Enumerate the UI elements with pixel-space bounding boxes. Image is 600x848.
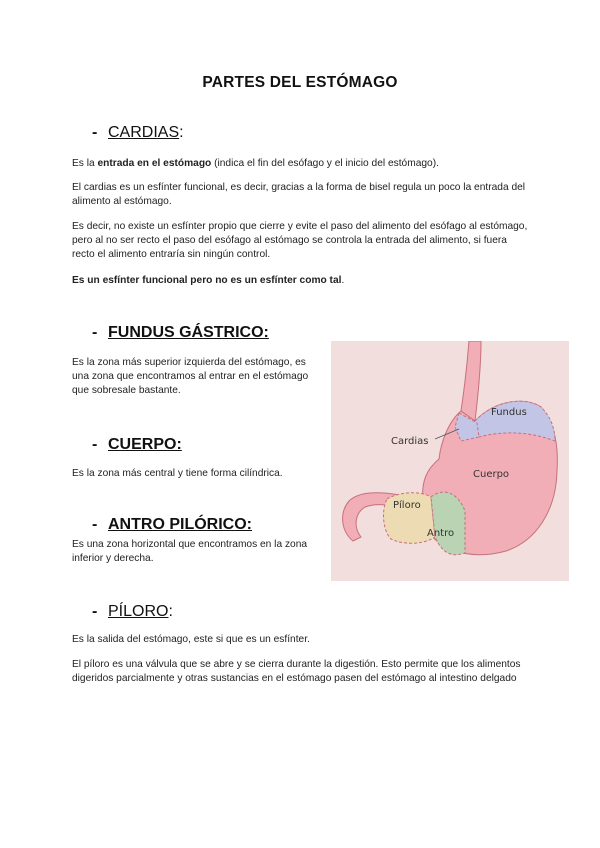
antro-paragraph-1: Es una zona horizontal que encontramos en la zona inferior y derecha. <box>72 539 308 564</box>
stomach-diagram <box>331 341 569 581</box>
bullet-dash: - <box>92 436 98 453</box>
piloro-paragraph-2: El píloro es una válvula que se abre y se cierra durante la digestión. Esto permite que los alimentos digeridos parcialmente y otras sustancias en el estómago pasen del estómago al intestino delgado <box>72 659 521 684</box>
stomach-illustration <box>331 341 569 581</box>
esophagus <box>461 341 481 421</box>
heading-piloro-label: PÍLORO <box>108 603 169 620</box>
cardias-paragraph-3: Es decir, no existe un esfínter propio que cierre y evite el paso del alimento del esófago al estómago, pero al no ser recto el paso del esófago al estómago se controla la entrada del alimento, si fuera recto el alimento entraría sin ningún control. <box>72 221 528 260</box>
label-antro: Antro <box>427 528 455 539</box>
bullet-dash: - <box>92 324 98 341</box>
cardias-p1-text: Es la <box>72 158 98 169</box>
bullet-dash: - <box>92 124 98 141</box>
page-title: PARTES DEL ESTÓMAGO <box>202 74 398 91</box>
bullet-dash: - <box>92 516 98 533</box>
cardias-paragraph-4 <box>72 274 532 288</box>
heading-antro <box>92 516 252 534</box>
heading-fundus-label: FUNDUS GÁSTRICO: <box>108 324 269 341</box>
heading-piloro-colon: : <box>168 603 173 620</box>
cardias-p4-text-end: . <box>341 275 345 286</box>
heading-cuerpo <box>92 436 182 454</box>
fundus-paragraph-1: Es la zona más superior izquierda del estómago, es una zona que encontramos al entrar en el estómago que sobresale bastante. <box>72 357 309 396</box>
heading-antro-label: ANTRO PILÓRICO: <box>108 516 252 533</box>
label-cuerpo: Cuerpo <box>473 469 510 480</box>
cardias-p1-text-end: (indica el fin del esófago y el inicio del estómago). <box>211 158 439 169</box>
cardias-p1-bold: entrada en el estómago <box>97 158 212 169</box>
piloro-paragraph-1: Es la salida del estómago, este si que es un esfínter. <box>72 634 310 645</box>
cardias-p4-bold: Es un esfínter funcional pero no es un esfínter como tal <box>72 275 342 286</box>
heading-fundus <box>92 324 269 342</box>
label-cardias: Cardias <box>391 436 429 447</box>
bullet-dash: - <box>92 603 98 620</box>
cardias-paragraph-1 <box>72 157 532 171</box>
heading-cardias-label: CARDIAS <box>108 124 180 141</box>
heading-cuerpo-label: CUERPO: <box>108 436 182 453</box>
heading-piloro <box>92 603 173 621</box>
label-fundus: Fundus <box>491 407 527 418</box>
heading-cardias-colon: : <box>179 124 184 141</box>
cuerpo-paragraph-1: Es la zona más central y tiene forma cilíndrica. <box>72 468 283 479</box>
label-piloro: Píloro <box>393 500 421 511</box>
cardias-paragraph-2: El cardias es un esfínter funcional, es decir, gracias a la forma de bisel regula un poco la entrada del alimento al estómago. <box>72 182 526 207</box>
heading-cardias <box>92 124 184 142</box>
